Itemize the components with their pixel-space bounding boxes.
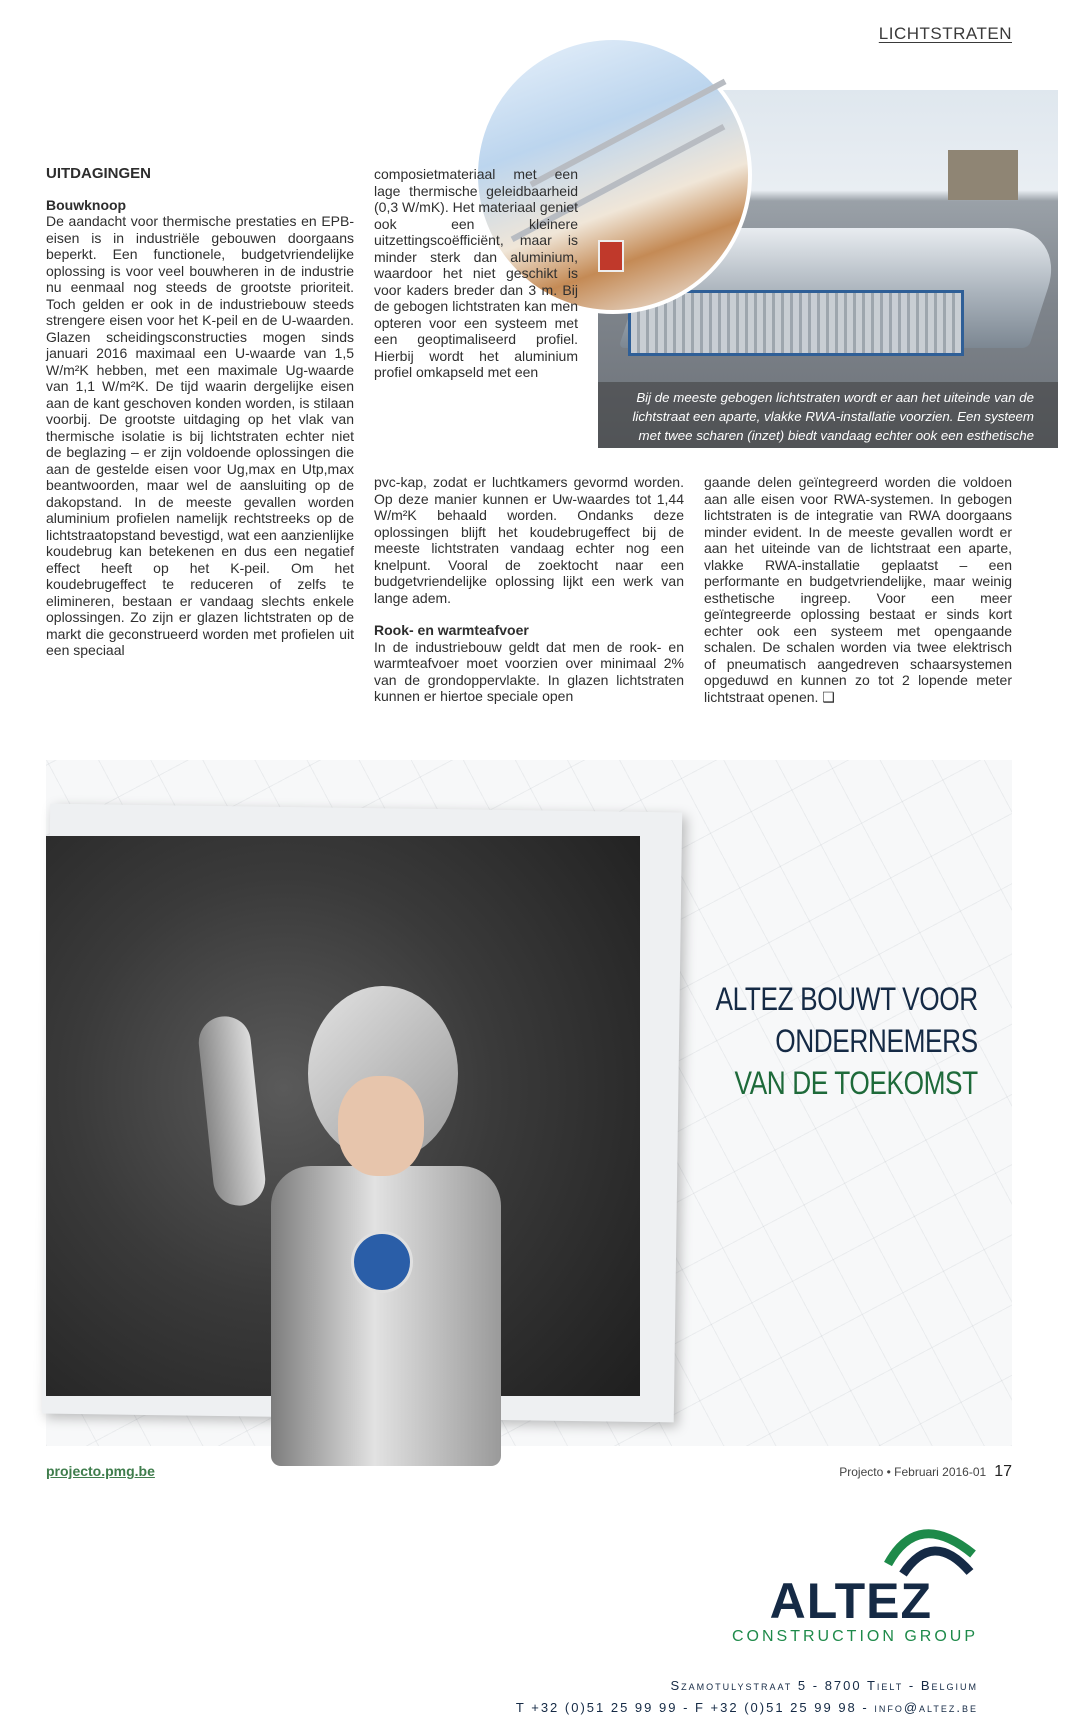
logo-arc-navy [903, 1551, 970, 1574]
child-face [338, 1076, 424, 1176]
tagline-line-3: VAN DE TOEKOMST [734, 1065, 978, 1101]
ad-address: Szamotulystraat 5 - 8700 Tielt - Belgium [670, 1678, 978, 1693]
suit-badge [351, 1231, 413, 1293]
article-column-2 [374, 474, 684, 705]
article-column-1 [46, 166, 354, 659]
brand-subtitle: CONSTRUCTION GROUP [732, 1628, 978, 1645]
subheading-rook: Rook- en warmteafvoer [374, 622, 529, 638]
ad-tagline [658, 978, 978, 1104]
footer-site-link[interactable]: projecto.pmg.be [46, 1463, 155, 1479]
ad-contact: T +32 (0)51 25 99 99 - F +32 (0)51 25 99 98 - info@altez.be [515, 1700, 978, 1715]
photo-caption: Bij de meeste gebogen lichtstraten wordt er aan het uiteinde van de lichtstraat een aparte, vlakke RWA-installatie voorzien. Een systeem met twee scharen (inzet) biedt vandaag echter ook een esthetische oplossing [598, 382, 1058, 448]
astronaut-suit [271, 1166, 501, 1466]
section-heading: UITDAGINGEN [46, 165, 151, 182]
paragraph: gaande delen geïntegreerd worden die voldoen aan alle eisen voor RWA-systemen. In gebogen lichtstraten is de integratie van RWA doorgaans minder evident. In de meeste gevallen wordt er aan het uiteinde van de lichtstraat een aparte, vlakke RWA-installatie geplaatst – een performante en budgetvriendelijke, maar weinig esthetische ingreep. Voor een meer geïntegreerde oplossing bestaat er sinds kort echter ook een systeem met opengaande schalen. De schalen worden via twee elektrisch of pneumatisch aangedreven schaarsystemen opgeduwd en kunnen zo tot 2 lopende meter lichtstraat openen. ❑ [704, 474, 1012, 705]
tagline-line-1: ALTEZ BOUWT VOOR [715, 981, 978, 1017]
footer-issue [839, 1463, 1012, 1481]
issue-label: Projecto • Februari 2016-01 [839, 1465, 987, 1479]
rwa-installation [628, 290, 964, 356]
article-column-2-top [374, 166, 578, 381]
page-number: 17 [994, 1463, 1012, 1480]
ad-photo [46, 836, 640, 1396]
paragraph: composietmateriaal met een lage thermische geleidbaarheid (0,3 W/mK). Het materiaal geniet ook een kleinere uitzettingscoëfficiënt, maar is minder sterk dan aluminium, waardoor het niet geschikt is voor kaders breder dan 3 m. Bij de gebogen lichtstraten kan men opteren voor een systeem met een geoptimaliseerd profiel. Hierbij wordt het aluminium profiel omkapseld met een [374, 166, 578, 380]
background-building [948, 150, 1018, 200]
paragraph: pvc-kap, zodat er luchtkamers gevormd worden. Op deze manier kunnen er Uw-waardes tot 1,44 W/m²K behaald worden. Ondanks deze oplossingen blijft het koudebrugeffect bij de meeste lichtstraten vandaag echter nog een knelpunt. Vooral de zoektocht naar een budgetvriendelijke oplossing lijkt een werk van lange adem. [374, 474, 684, 606]
paragraph: In de industriebouw geldt dat men de rook- en warmteafvoer moet voorzien over minimaal 2% van de grondoppervlakte. In glazen lichtstraten kunnen er hiertoe speciale open [374, 638, 684, 704]
tagline-line-2: ONDERNEMERS [775, 1023, 978, 1059]
subheading-bouwknoop: Bouwknoop [46, 196, 127, 213]
section-label: LICHTSTRATEN [878, 24, 1012, 43]
actuator-box [598, 240, 624, 272]
article-column-3 [704, 474, 1012, 705]
paragraph: De aandacht voor thermische prestaties en EPB-eisen is in industriële gebouwen doorgaans beperkt. Een functionele, budgetvriendelijke oplossing is voor veel bouwheren in de industrie nu eenmaal nog steeds de grootste prioriteit. Toch gelden er ook in de industriebouw steeds strengere eisen voor het K-peil en de U-waarden. Glazen scheidingsconstructies mogen sinds januari 2016 maximaal een U-waarde van 1,5 W/m²K hebben, met een maximale Ug-waarde van 1,1 W/m²K. De tijd waarin dergelijke eisen aan de kant geschoven konden worden, is stilaan voorbij. De grootste uitdaging op het vlak van thermische isolatie is bij lichtstraten echter niet de beglazing – er zijn voldoende oplossingen die aan de gestelde eisen voor Ug,max en Utp,max beantwoorden, maar wel de aansluiting op de dakopstand. In de meeste gevallen worden aluminium profielen namelijk rechtstreeks op de lichtstraatopstand bevestigd, wat een aanzienlijke koudebrug kan betekenen en dus een negatief effect heeft op het K-peil. Om het koudebrugeffect te reduceren of zelfs te elimineren, bestaan er vandaag slechts enkele oplossingen. Zo zijn er glazen lichtstraten op de markt die geconstrueerd worden met profielen uit een speciaal [46, 213, 354, 658]
raised-arm [196, 1014, 268, 1208]
brand-name: ALTEZ [769, 1573, 932, 1629]
